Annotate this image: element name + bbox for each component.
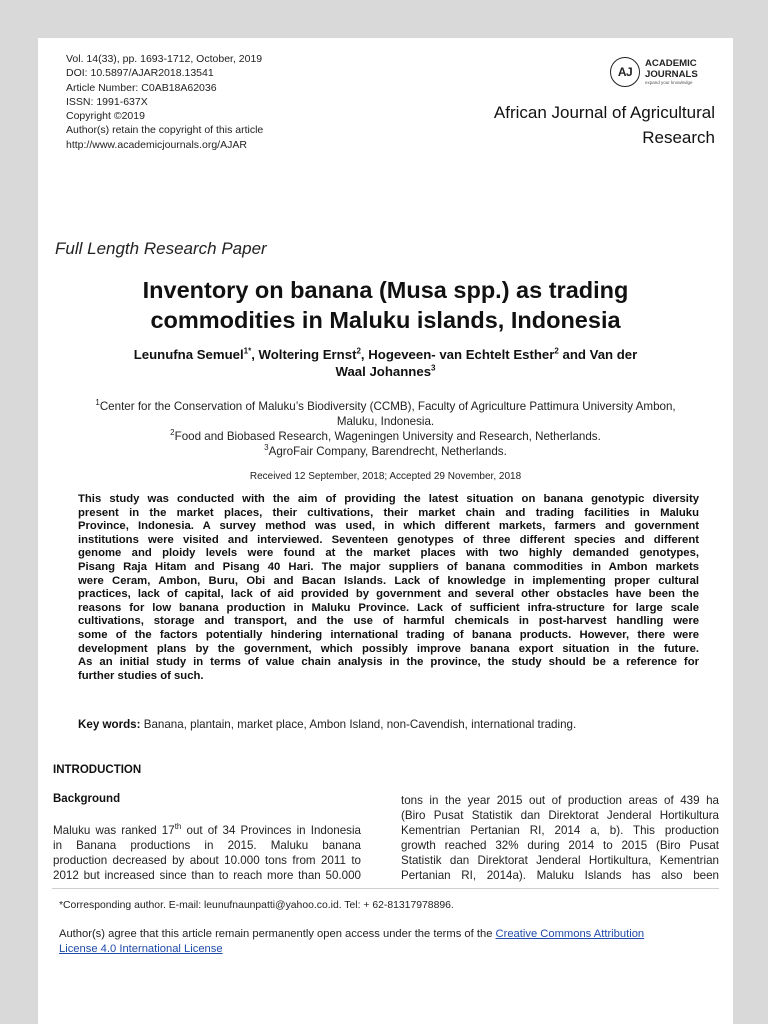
academic-journals-logo (610, 57, 698, 87)
meta-article-number: Article Number: C0AB18A62036 (66, 81, 217, 94)
paper-type: Full Length Research Paper (55, 239, 267, 258)
footnote-divider (52, 888, 719, 889)
meta-issn: ISSN: 1991-637X (66, 95, 148, 108)
intro-right-column: tons in the year 2015 out of production areas of 439 ha (Biro Pusat Statistik dan Direktorat Jenderal Hortikultura Kementrian Pertanian RI, 2014 a, b). This production growth reached 32% during 2014 to 2015 (Biro Pusat Statistik dan Direktorat Jenderal Hortikultura, Kementrian Pertanian RI, 2014a). Maluku Islands has also been (401, 794, 719, 882)
meta-copyright: Copyright ©2019 (66, 110, 145, 123)
meta-rights: Author(s) retain the copyright of this article (66, 124, 264, 137)
section-heading-introduction: INTRODUCTION (53, 764, 142, 776)
license-notice: Author(s) agree that this article remain permanently open access under the terms of the Creative Commons Attribution License 4.0 International License (59, 928, 645, 955)
aj-logo-icon: AJ (610, 57, 640, 87)
license-link[interactable]: Creative Commons Attribution (495, 928, 645, 940)
paper-page (38, 38, 733, 1024)
affiliations: $^1$Center for the Conservation of Maluku’s Biodiversity (CCMB), Faculty of Agriculture Pattimura University Ambon, Maluku, Indonesia. $^2$Food and Biobased Research, Wageningen University and Research, Netherlands. $^3$AgroFair Company, Barendrecht, Netherlands. (95, 398, 676, 458)
journal-name: African Journal of Agricultural Research (493, 103, 715, 147)
paper-title: Inventory on banana (Musa spp.) as trading commodities in Maluku islands, Indonesia (142, 277, 629, 333)
author-list: Leunufna Semuel$^{1*}$, Woltering Ernst$^2$, Hogeveen- van Echtelt Esther$^2$ and Van der Waal Johannes$^3$ (133, 346, 638, 379)
abstract: This study was conducted with the aim of providing the latest situation on banana genotypic diversity present in the market places, their cultivations, their market chain and trading facilities in Maluku Province, Indonesia. A survey method was used, in which different markets, farmers and government institutions were visited and interviewed. Seventeen genotypes of three different species and different genome and ploidy levels were found at the market places with two highly demanded genotypes, Pisang Raja Hitam and Pisang 40 Hari. The major suppliers of banana commodities in Ambon markets were Ceram, Ambon, Buru, Obi and Bacan Islands. Lack of knowledge in implementing proper cultural practices, lack of capital, lack of aid provided by government and several other obstacles have been the reasons for low banana production in Maluku Province. Lack of sufficient infra-structure for large scale cultivations, storage and transport, and the use of harmful chemicals in post-harvest handling were some of the factors potentially hindering international trading of banana products. However, there were development plans by the government, which possibly improve banana export situation in the future. As an initial study in terms of value chain analysis in the province, the study should be a reference for further studies of such. (78, 493, 699, 682)
license-link-continued[interactable]: License 4.0 International License (59, 943, 223, 955)
meta-doi: DOI: 10.5897/AJAR2018.13541 (66, 67, 214, 80)
logo-word-academic: ACADEMIC (645, 58, 697, 69)
article-metadata (66, 52, 263, 152)
keywords: Key words: Banana, plantain, market place, Ambon Island, non-Cavendish, international trading. (78, 718, 577, 731)
corresponding-author-footnote: *Corresponding author. E-mail: leunufnaunpatti@yahoo.co.id. Tel: + 62-81317978896. (59, 900, 454, 911)
logo-tagline: expand your knowledge (645, 80, 693, 85)
received-dates: Received 12 September, 2018; Accepted 29 November, 2018 (249, 471, 522, 482)
logo-word-journals: JOURNALS (645, 69, 698, 80)
meta-volume: Vol. 14(33), pp. 1693-1712, October, 2019 (66, 53, 263, 65)
intro-left-column: Maluku was ranked 17th out of 34 Provinces in Indonesia in Banana productions in 2015. Maluku banana production decreased by about 10.000 tons from 2011 to 2012 but increased since than to reach more than 50.000 (53, 822, 361, 882)
meta-url[interactable]: http://www.academicjournals.org/AJAR (66, 138, 247, 151)
subsection-heading-background: Background (53, 793, 121, 805)
